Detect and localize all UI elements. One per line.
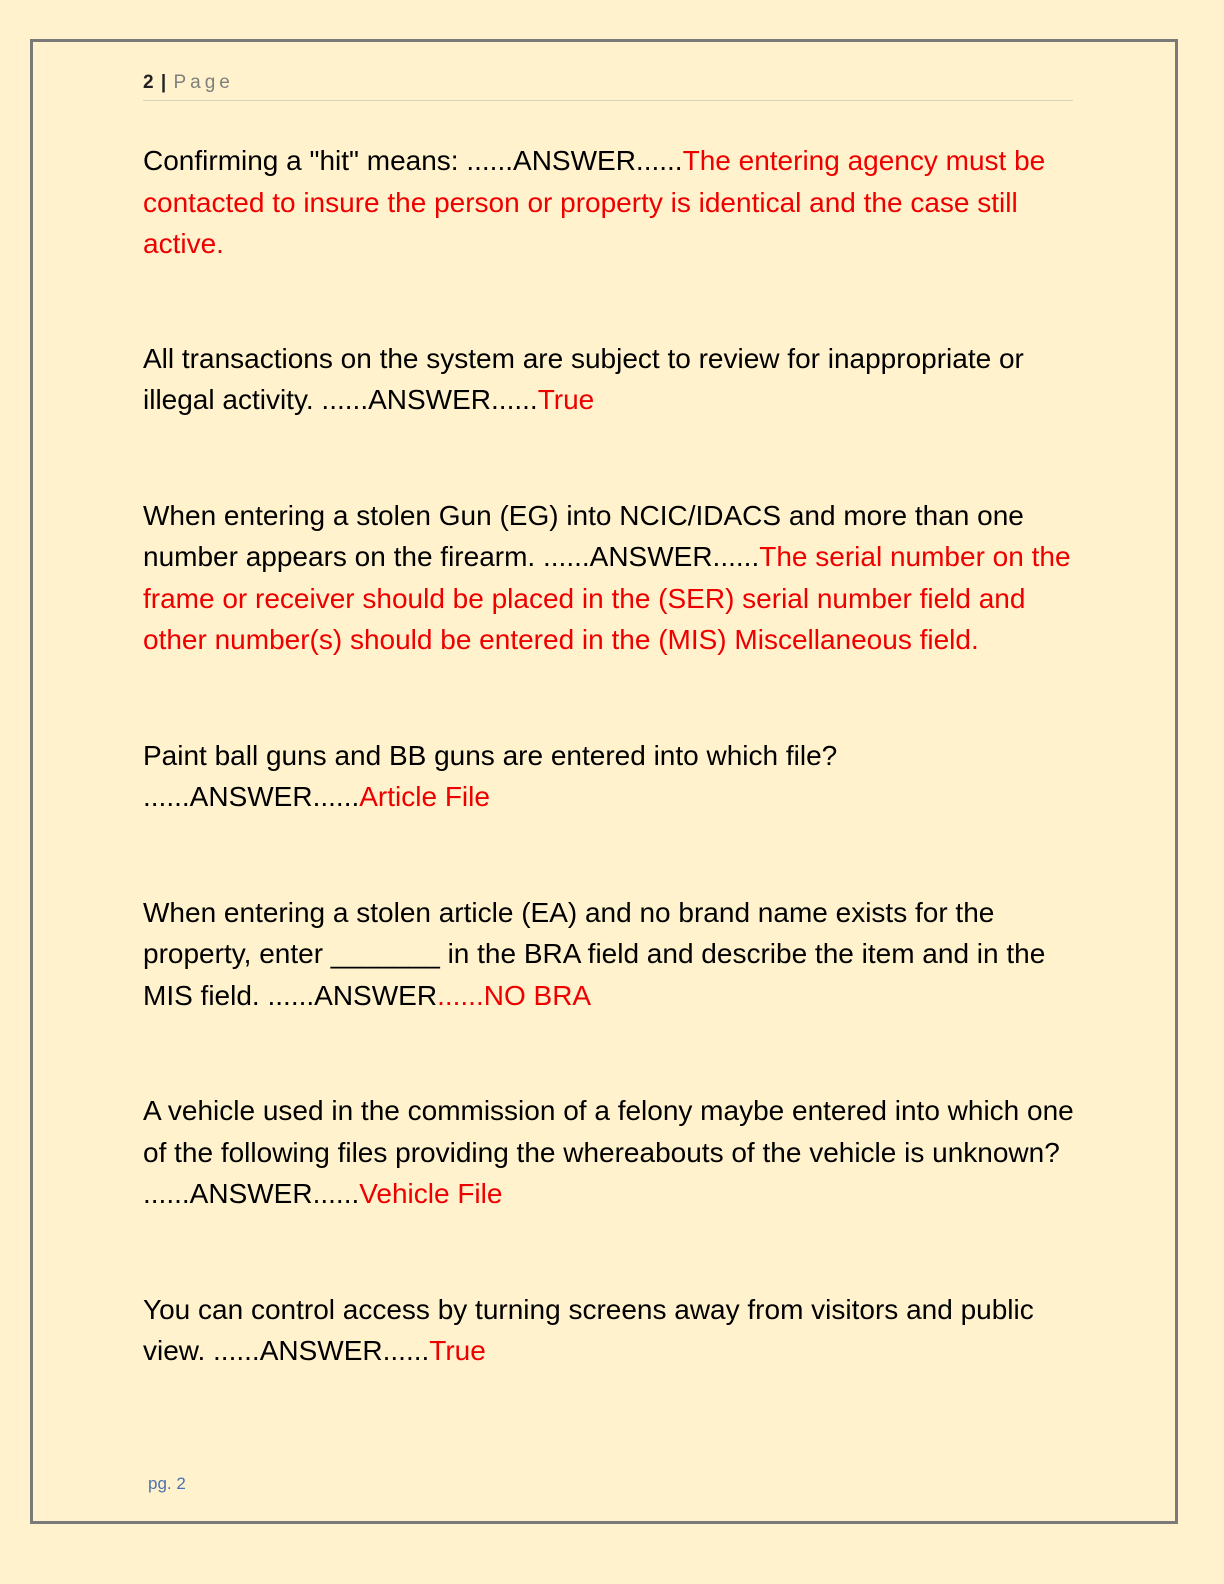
answer-text: Article File (359, 781, 490, 812)
question-text: When entering a stolen article (EA) and no brand name exists for the property, enter _______ in the BRA field and describe the item and in the MIS field. ......ANSWER (143, 896, 1046, 1011)
question-text-line-2: ......ANSWER...... (143, 781, 360, 812)
header-separator: | (160, 72, 167, 93)
question-text: You can control access by turning screens away from visitors and public view. ......ANSWER...... (143, 1293, 1034, 1366)
qa-item-5 (143, 892, 1078, 1017)
question-text: A vehicle used in the commission of a felony maybe entered into which one of the following files providing the whereabouts of the vehicle is unknown? ......ANSWER...... (143, 1095, 1074, 1209)
qa-item-2 (143, 338, 1078, 421)
qa-item-7 (143, 1289, 1078, 1372)
answer-text: The serial number on the frame or receiver should be placed in the (SER) serial number field and other number(s) should be entered in the (MIS) Miscellaneous field. (143, 541, 1071, 655)
qa-item-1 (143, 140, 1078, 265)
question-text: When entering a stolen Gun (EG) into NCIC/IDACS and more than one number appears on the firearm. ......ANSWER...... (143, 499, 1024, 572)
question-text: Paint ball guns and BB guns are entered into which file? (143, 739, 838, 771)
answer-text: Vehicle File (359, 1178, 503, 1209)
question-text: All transactions on the system are subject to review for inappropriate or illegal activity. ......ANSWER...... (143, 342, 1024, 415)
answer-text: The entering agency must be contacted to insure the person or property is identical and the case still active. (143, 145, 1046, 259)
page-header (143, 72, 1073, 101)
qa-item-6 (143, 1090, 1078, 1215)
answer-text: True (537, 384, 595, 415)
header-page-word: Page (173, 72, 234, 93)
question-text: Confirming a "hit" means: ......ANSWER...... (143, 145, 683, 176)
qa-content (143, 140, 1078, 1372)
answer-text: ......NO BRA (437, 979, 592, 1011)
answer-text: True (429, 1335, 486, 1366)
qa-item-3 (143, 495, 1078, 661)
page-footer: pg. 2 (148, 1474, 186, 1493)
header-page-number: 2 (143, 72, 154, 93)
qa-item-4 (143, 735, 1078, 818)
